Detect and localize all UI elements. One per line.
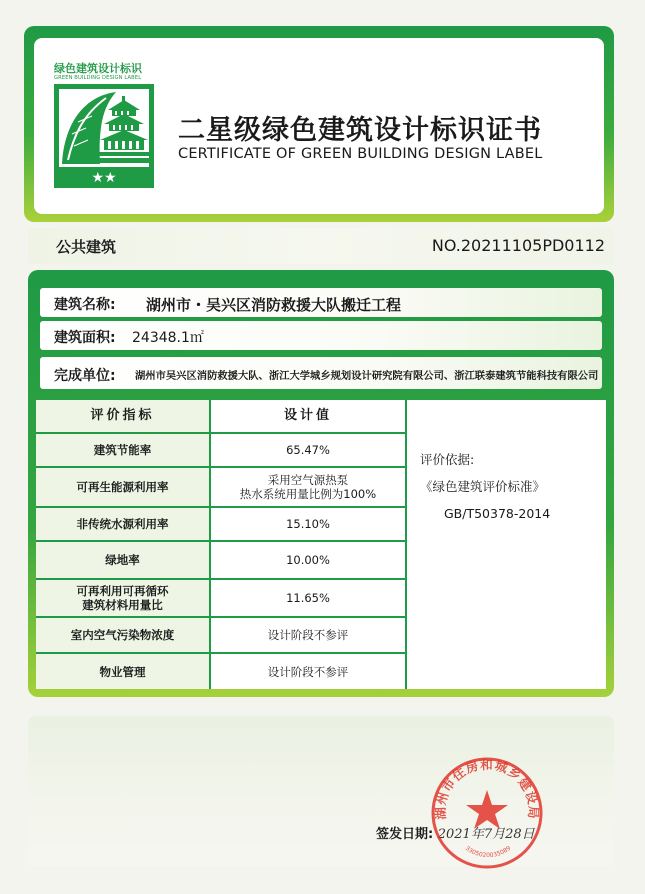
info-row-unit [40, 357, 602, 389]
official-seal [428, 754, 546, 872]
evaluation-grid [36, 400, 405, 689]
indicator-cell: 物业管理 [36, 654, 211, 689]
table-row [36, 580, 405, 618]
value-cell: 采用空气源热泵 热水系统用量比例为100% [239, 473, 377, 501]
table-divider [405, 400, 407, 689]
table-row [36, 434, 405, 468]
indicator-cell: 可再生能源利用率 [36, 468, 211, 506]
temple-leaf-icon [54, 84, 154, 188]
basis-label: 评价依据: [420, 452, 475, 467]
svg-text:3305020035089 [464, 845, 513, 859]
table-row [36, 508, 405, 542]
building-name-value: 湖州市・吴兴区消防救援大队搬迁工程 [146, 296, 402, 314]
certificate-title-cn: 二星级绿色建筑设计标识证书 [178, 115, 542, 146]
issue-date-handwritten: 2021年7月28日 [437, 827, 535, 842]
indicator-cell: 可再利用可再循环 建筑材料用量比 [36, 580, 211, 616]
basis-code: GB/T50378-2014 [444, 506, 551, 521]
value-cell: 设计阶段不参评 [267, 664, 349, 679]
value-cell: 15.10% [286, 517, 330, 531]
building-category: 公共建筑 [56, 238, 117, 256]
evaluation-basis [420, 446, 600, 527]
certificate-number: NO.20211105PD0112 [431, 236, 605, 255]
building-name-label: 建筑名称: [54, 297, 116, 313]
seal-text: 湖州市住房和城乡建设局 [432, 756, 542, 820]
table-row [36, 468, 405, 508]
indicator-cell: 绿地率 [36, 542, 211, 578]
seal-icon [428, 754, 546, 872]
indicator-cell: 室内空气污染物浓度 [36, 618, 211, 652]
indicator-cell: 非传统水源利用率 [36, 508, 211, 540]
value-cell: 10.00% [286, 553, 330, 567]
building-area-value: 24348.1㎡ [132, 330, 204, 346]
certificate-title-en: CERTIFICATE OF GREEN BUILDING DESIGN LABEL [178, 146, 543, 162]
green-building-logo [54, 84, 154, 188]
header-design-value: 设计值 [211, 400, 405, 432]
table-row [36, 542, 405, 580]
indicator-cell: 建筑节能率 [36, 434, 211, 466]
building-area-label: 建筑面积: [54, 330, 116, 346]
value-cell: 设计阶段不参评 [267, 628, 349, 642]
info-row-name [40, 288, 602, 317]
header-indicator: 评价指标 [36, 400, 211, 432]
logo-caption-en: GREEN BUILDING DESIGN LABEL [54, 75, 142, 81]
value-cell: 65.47% [286, 443, 330, 457]
table-header-row [36, 400, 405, 434]
value-cell: 11.65% [286, 591, 330, 605]
completion-unit-label: 完成单位: [54, 368, 116, 384]
logo-caption-cn: 绿色建筑设计标识 [54, 62, 142, 75]
issue-date-label: 签发日期: [376, 827, 434, 842]
two-stars-icon: ★★ [91, 170, 117, 186]
completion-unit-value: 湖州市吴兴区消防救援大队、浙江大学城乡规划设计研究院有限公司、浙江联泰建筑节能科技有限公司 [135, 370, 599, 382]
info-row-area [40, 321, 602, 350]
table-row [36, 654, 405, 689]
seal-number: 3305020035089 [463, 844, 513, 860]
table-row [36, 618, 405, 654]
basis-standard: 《绿色建筑评价标准》 [420, 479, 546, 494]
